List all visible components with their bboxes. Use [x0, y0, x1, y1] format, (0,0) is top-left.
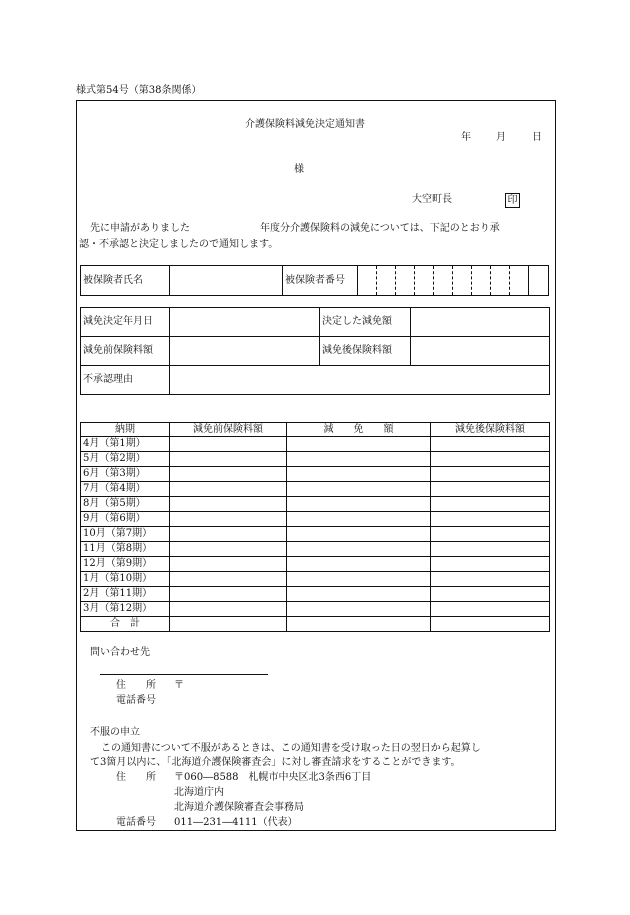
- after-cell[interactable]: [431, 557, 550, 572]
- intro-line1-b: 年度分介護保険料の減免については、下記のとおり承: [260, 223, 500, 234]
- before-cell[interactable]: [170, 572, 287, 587]
- table-row: [81, 452, 550, 467]
- intro-line2: 認・不承認と決定しましたので通知します。: [79, 239, 279, 250]
- period-label: 4月（第1期）: [81, 437, 170, 452]
- before-cell[interactable]: [170, 527, 287, 542]
- table-row: [81, 602, 550, 617]
- after-amount-field[interactable]: [411, 337, 550, 366]
- addressee-suffix: 様: [294, 164, 304, 175]
- reduction-cell[interactable]: [287, 602, 431, 617]
- document-title: 介護保険料減免決定通知書: [245, 119, 365, 130]
- table-row: [81, 542, 550, 557]
- after-cell[interactable]: [431, 452, 550, 467]
- periods-table: [80, 422, 550, 632]
- form-label: 様式第54号（第38条関係）: [76, 85, 202, 96]
- issuer-name: 大空町長: [412, 194, 452, 205]
- contact-phone-label: 電話番号: [116, 695, 156, 706]
- insured-name-field[interactable]: [170, 266, 283, 296]
- after-cell[interactable]: [431, 587, 550, 602]
- before-cell[interactable]: [170, 557, 287, 572]
- before-cell[interactable]: [170, 542, 287, 557]
- decision-date-field[interactable]: [170, 308, 320, 337]
- after-cell[interactable]: [431, 437, 550, 452]
- period-label: 12月（第9期）: [81, 557, 170, 572]
- table-row: [81, 587, 550, 602]
- period-label: 2月（第11期）: [81, 587, 170, 602]
- decided-amount-label: 決定した減免額: [320, 308, 411, 337]
- reduction-cell[interactable]: [287, 482, 431, 497]
- appeal-heading: 不服の申立: [90, 727, 140, 738]
- before-cell[interactable]: [170, 452, 287, 467]
- contact-divider: [100, 674, 268, 675]
- insured-number-digit[interactable]: [434, 266, 453, 296]
- reduction-cell[interactable]: [287, 437, 431, 452]
- after-cell[interactable]: [431, 497, 550, 512]
- reduction-cell[interactable]: [287, 527, 431, 542]
- reduction-cell[interactable]: [287, 572, 431, 587]
- date-day: 日: [532, 132, 542, 143]
- appeal-address-label: 住 所: [116, 772, 156, 783]
- header-period: 納期: [81, 423, 170, 437]
- before-cell[interactable]: [170, 497, 287, 512]
- insured-number-digit[interactable]: [377, 266, 396, 296]
- appeal-phone: 011―231―4111（代表）: [174, 817, 298, 828]
- table-row: [81, 437, 550, 452]
- period-label: 11月（第8期）: [81, 542, 170, 557]
- after-cell[interactable]: [431, 512, 550, 527]
- insured-number-label: 被保険者番号: [283, 266, 358, 296]
- table-row: [81, 557, 550, 572]
- header-reduction-amount: 減 免 額: [287, 423, 431, 437]
- rejection-reason-label: 不承認理由: [81, 366, 170, 395]
- reduction-cell[interactable]: [287, 452, 431, 467]
- table-row: [81, 572, 550, 587]
- insured-number-digit[interactable]: [396, 266, 415, 296]
- insured-number-digit[interactable]: [415, 266, 434, 296]
- before-cell[interactable]: [170, 437, 287, 452]
- total-row: [81, 617, 550, 632]
- period-label: 1月（第10期）: [81, 572, 170, 587]
- appeal-line2: て3箇月以内に、「北海道介護保険審査会」に対し審査請求をすることができます。: [90, 757, 461, 768]
- insured-number-digit[interactable]: [358, 266, 377, 296]
- decision-table: [80, 307, 550, 395]
- insured-number-digit[interactable]: [529, 266, 549, 296]
- insured-number-digit[interactable]: [510, 266, 529, 296]
- appeal-phone-label: 電話番号: [116, 817, 156, 828]
- before-cell[interactable]: [170, 512, 287, 527]
- before-amount-field[interactable]: [170, 337, 320, 366]
- period-label: 7月（第4期）: [81, 482, 170, 497]
- date-month: 月: [496, 132, 506, 143]
- date-year: 年: [461, 132, 471, 143]
- appeal-office1: 北海道庁内: [174, 787, 224, 798]
- appeal-address: 〒060―8588 札幌市中央区北3条西6丁目: [174, 772, 372, 783]
- rejection-reason-field[interactable]: [170, 366, 550, 395]
- reduction-cell[interactable]: [287, 467, 431, 482]
- table-row: [81, 482, 550, 497]
- before-cell[interactable]: [170, 602, 287, 617]
- seal-stamp: 印: [505, 193, 520, 208]
- before-cell[interactable]: [170, 587, 287, 602]
- insured-number-digit[interactable]: [453, 266, 472, 296]
- reduction-cell[interactable]: [287, 542, 431, 557]
- contact-address-label: 住 所: [116, 680, 156, 691]
- after-amount-label: 減免後保険料額: [320, 337, 411, 366]
- after-cell[interactable]: [431, 527, 550, 542]
- total-after-cell[interactable]: [431, 617, 550, 632]
- reduction-cell[interactable]: [287, 557, 431, 572]
- before-cell[interactable]: [170, 467, 287, 482]
- period-label: 8月（第5期）: [81, 497, 170, 512]
- appeal-line1: この通知書について不服があるときは、この通知書を受け取った日の翌日から起算し: [101, 743, 481, 754]
- appeal-office2: 北海道介護保険審査会事務局: [174, 802, 304, 813]
- after-cell[interactable]: [431, 482, 550, 497]
- table-row: [81, 497, 550, 512]
- before-cell[interactable]: [170, 482, 287, 497]
- reduction-cell[interactable]: [287, 587, 431, 602]
- insured-name-label: 被保険者氏名: [81, 266, 170, 296]
- insured-table: [80, 265, 549, 296]
- contact-heading: 問い合わせ先: [90, 647, 150, 658]
- period-label: 10月（第7期）: [81, 527, 170, 542]
- after-cell[interactable]: [431, 572, 550, 587]
- insured-number-digit[interactable]: [472, 266, 491, 296]
- total-label: 合 計: [81, 617, 170, 632]
- table-row: [81, 467, 550, 482]
- table-row: [81, 527, 550, 542]
- after-cell[interactable]: [431, 602, 550, 617]
- decided-amount-field[interactable]: [411, 308, 550, 337]
- after-cell[interactable]: [431, 467, 550, 482]
- decision-date-label: 減免決定年月日: [81, 308, 170, 337]
- period-label: 5月（第2期）: [81, 452, 170, 467]
- after-cell[interactable]: [431, 542, 550, 557]
- reduction-cell[interactable]: [287, 497, 431, 512]
- period-label: 6月（第3期）: [81, 467, 170, 482]
- period-label: 9月（第6期）: [81, 512, 170, 527]
- header-before-amount: 減免前保険料額: [170, 423, 287, 437]
- header-after-amount: 減免後保険料額: [431, 423, 550, 437]
- reduction-cell[interactable]: [287, 512, 431, 527]
- intro-line1-a: 先に申請がありました: [90, 223, 190, 234]
- table-row: [81, 512, 550, 527]
- total-before-cell[interactable]: [170, 617, 287, 632]
- before-amount-label: 減免前保険料額: [81, 337, 170, 366]
- period-label: 3月（第12期）: [81, 602, 170, 617]
- contact-postal-mark: 〒: [174, 680, 184, 691]
- total-reduction-cell[interactable]: [287, 617, 431, 632]
- insured-number-digit[interactable]: [491, 266, 510, 296]
